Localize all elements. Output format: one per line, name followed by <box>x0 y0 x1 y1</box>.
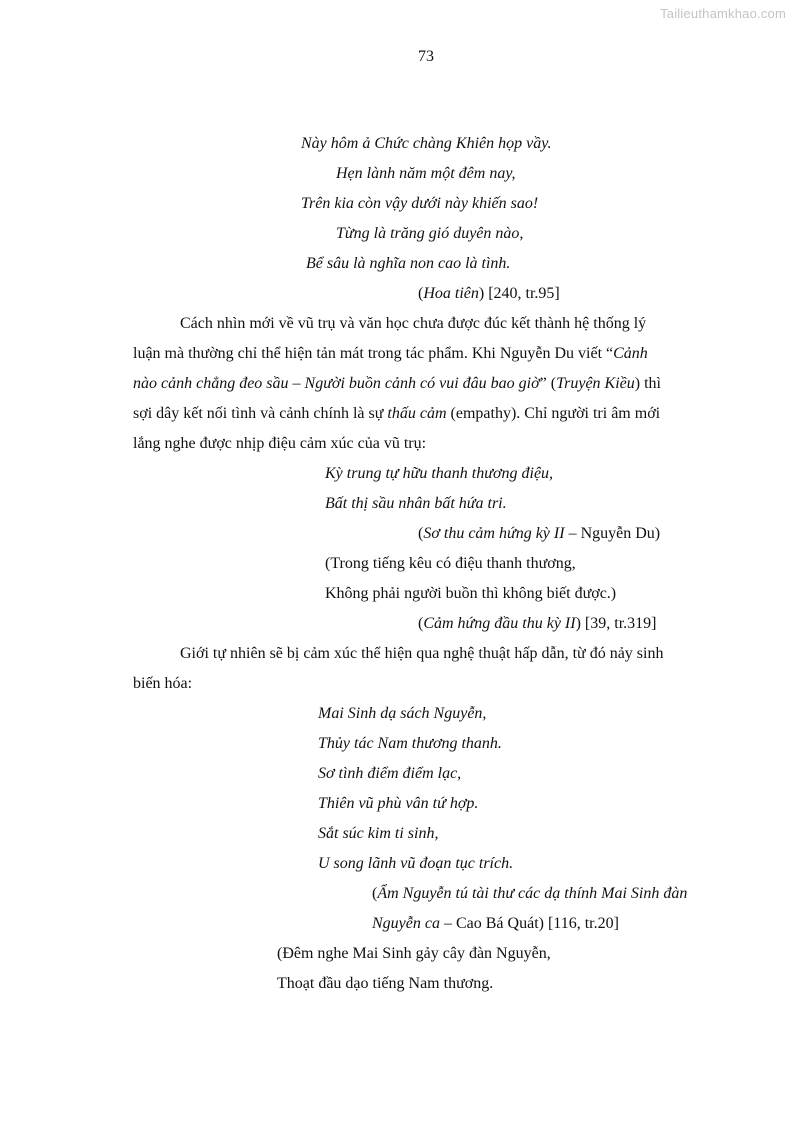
paragraph-2-line-1: Giới tự nhiên sẽ bị cảm xúc thể hiện qua nghệ thuật hấp dẫn, từ đó nảy sinh <box>180 645 664 662</box>
watermark: Tailieuthamkhao.com <box>660 6 786 21</box>
poem3-line-5: Sắt súc kim ti sinh, <box>318 825 439 842</box>
poem3-line-1: Mai Sinh dạ sách Nguyễn, <box>318 705 487 722</box>
poem2-line-2: Bất thị sầu nhân bất hứa tri. <box>325 495 507 512</box>
poem1-line-4: Từng là trăng gió duyên nào, <box>336 225 524 242</box>
paragraph-1-line-2: luận mà thường chỉ thể hiện tản mát trong tác phẩm. Khi Nguyễn Du viết “Cảnh <box>133 345 648 362</box>
poem1-line-1: Này hôm ả Chức chàng Khiên họp vầy. <box>301 135 552 152</box>
poem3-line-3: Sơ tình điểm điểm lạc, <box>318 765 462 782</box>
translation2-line-1: (Trong tiếng kêu có điệu thanh thương, <box>325 555 576 572</box>
poem3-line-6: U song lãnh vũ đoạn tục trích. <box>318 855 514 872</box>
citation-so-thu: (Sơ thu cảm hứng kỳ II – Nguyễn Du) <box>418 525 661 542</box>
citation-am-nguyen-line-2: Nguyễn ca – Cao Bá Quát) [116, tr.20] <box>372 915 619 932</box>
paragraph-2-line-2: biến hóa: <box>133 675 193 692</box>
paragraph-1 <box>133 309 719 459</box>
poem3-line-4: Thiên vũ phù vân tứ hợp. <box>318 795 479 812</box>
translation4-line-2: Thoạt đầu dạo tiếng Nam thương. <box>277 975 494 992</box>
citation-hoa-tien: (Hoa tiên) [240, tr.95] <box>418 285 560 302</box>
paragraph-1-line-5: lắng nghe được nhịp điệu cảm xúc của vũ trụ: <box>133 435 427 452</box>
paragraph-1-line-1: Cách nhìn mới về vũ trụ và văn học chưa được đúc kết thành hệ thống lý <box>180 315 647 332</box>
poem1-line-2: Hẹn lành năm một đêm nay, <box>336 165 516 182</box>
poem1-line-5: Bể sâu là nghĩa non cao là tình. <box>306 255 511 272</box>
paragraph-2 <box>133 639 719 699</box>
translation2-line-2: Không phải người buồn thì không biết được.) <box>325 585 617 602</box>
citation-cam-hung: (Cảm hứng đầu thu kỳ II) [39, tr.319] <box>418 615 657 632</box>
poem3-line-2: Thủy tác Nam thương thanh. <box>318 735 502 752</box>
page-number: 73 <box>418 48 434 65</box>
translation4-line-1: (Đêm nghe Mai Sinh gảy cây đàn Nguyễn, <box>277 945 551 962</box>
paragraph-1-line-3: nào cảnh chẳng đeo sầu – Người buồn cảnh có vui đâu bao giờ” (Truyện Kiều) thì <box>133 375 661 392</box>
paragraph-1-line-4: sợi dây kết nối tình và cảnh chính là sự thấu cảm (empathy). Chỉ người tri âm mới <box>133 405 661 422</box>
poem1-line-3: Trên kia còn vậy dưới này khiến sao! <box>301 195 539 212</box>
citation-am-nguyen-line-1: (Ẩm Nguyễn tú tài thư các dạ thính Mai Sinh đàn <box>372 885 688 902</box>
poem2-line-1: Kỳ trung tự hữu thanh thương điệu, <box>325 465 554 482</box>
